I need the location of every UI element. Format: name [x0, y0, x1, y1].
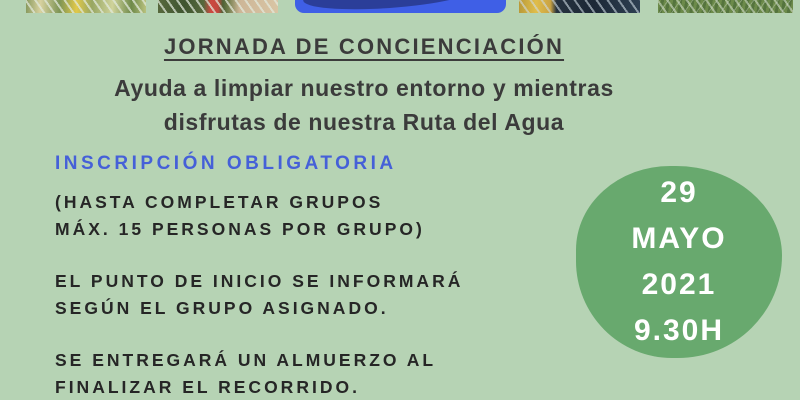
group-limit-line-2: MÁX. 15 PERSONAS POR GRUPO): [55, 219, 425, 239]
info-column: [55, 153, 555, 400]
logo-swoosh-icon: [302, 0, 475, 13]
wildflowers-fence-photo: [26, 0, 146, 13]
grass-chainlink-photo: [658, 0, 793, 13]
start-point-line-1: EL PUNTO DE INICIO SE INFORMARÁ: [55, 271, 464, 291]
poster-subtitle: [0, 71, 728, 139]
poster-title: JORNADA DE CONCIENCIACIÓN: [163, 34, 565, 59]
date-time: 9.30H: [633, 314, 725, 347]
group-limit-line-1: (HASTA COMPLETAR GRUPOS: [55, 192, 384, 212]
blue-logo-banner: [295, 0, 506, 13]
date-month: MAYO: [631, 222, 727, 255]
date-badge: [576, 166, 782, 358]
sunflowers-dark-water-photo: [519, 0, 640, 13]
subtitle-line-2: disfrutas de nuestra Ruta del Agua: [163, 109, 565, 135]
date-year: 2021: [641, 268, 717, 301]
lunch-paragraph: [55, 347, 555, 400]
group-limit-paragraph: [55, 189, 555, 243]
poster-header: [0, 34, 728, 139]
date-day: 29: [660, 176, 698, 209]
subtitle-line-1: Ayuda a limpiar nuestro entorno y mientras: [114, 75, 614, 101]
lunch-line-2: FINALIZAR EL RECORRIDO.: [55, 377, 360, 397]
start-point-line-2: SEGÚN EL GRUPO ASIGNADO.: [55, 298, 389, 318]
lunch-line-1: SE ENTREGARÁ UN ALMUERZO AL: [55, 350, 437, 370]
foliage-red-figure-photo: [158, 0, 278, 13]
start-point-paragraph: [55, 268, 555, 322]
registration-heading: INSCRIPCIÓN OBLIGATORIA: [55, 153, 397, 174]
